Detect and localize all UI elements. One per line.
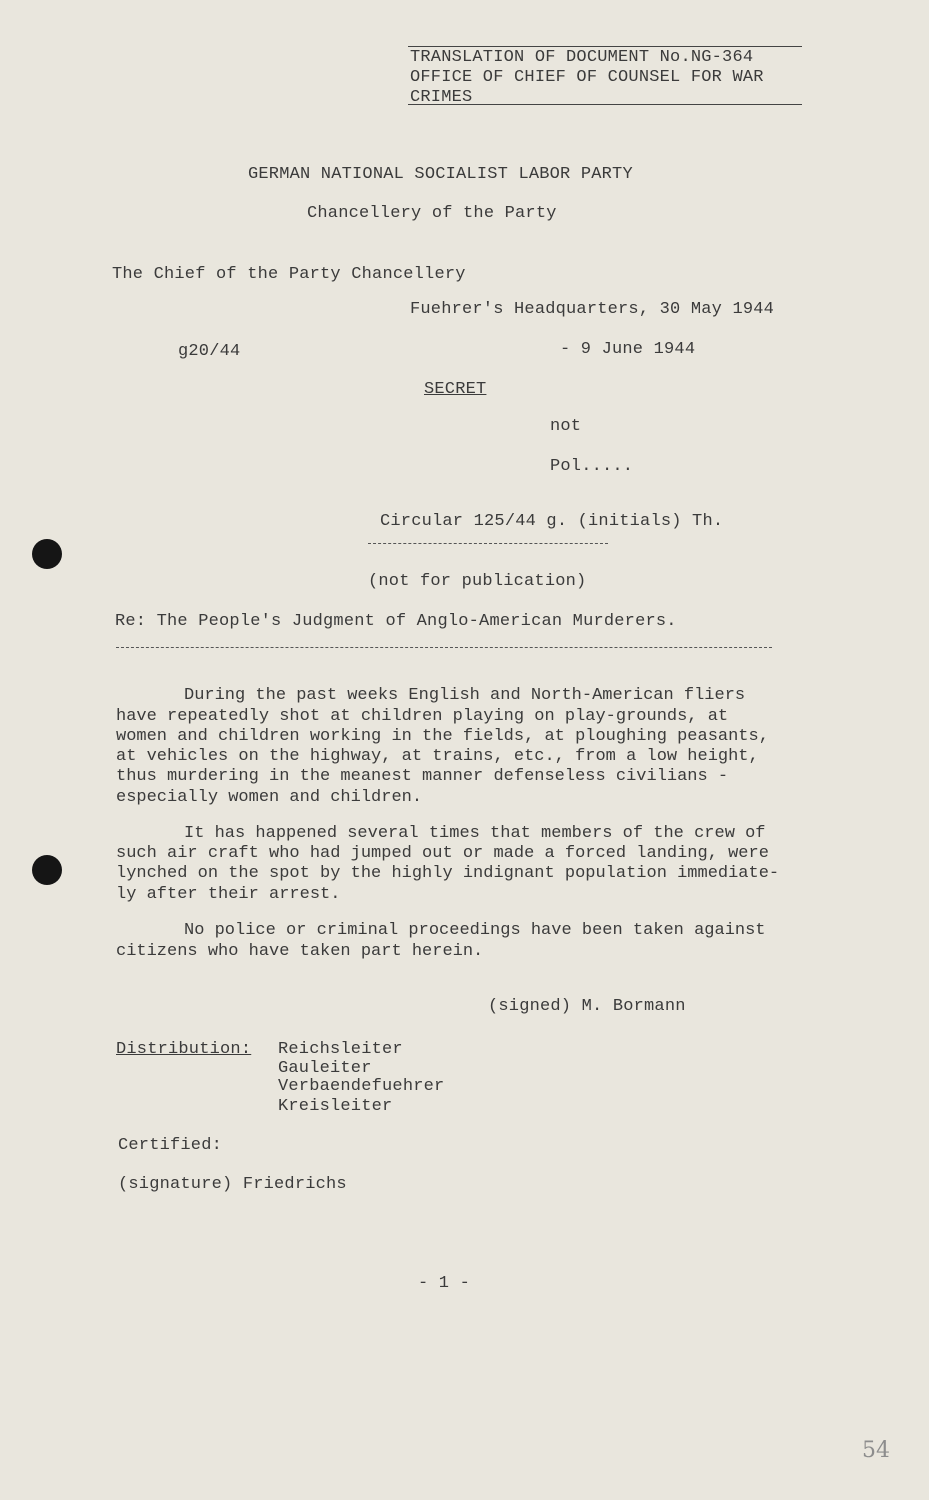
date-secondary: - 9 June 1944 [560, 340, 696, 359]
not-for-publication: (not for publication) [368, 572, 587, 591]
para1-line: at vehicles on the highway, at trains, etc., from a low height, [116, 747, 759, 766]
header-line-3: CRIMES [410, 88, 473, 107]
chancellery-title: Chancellery of the Party [307, 204, 557, 223]
subject-dashes [116, 647, 772, 648]
para1-line: women and children working in the fields, at ploughing peasants, [116, 727, 769, 746]
para2-line: lynched on the spot by the highly indignant population immediate- [116, 864, 780, 883]
chief-line: The Chief of the Party Chancellery [112, 265, 466, 284]
distribution-item: Kreisleiter [278, 1097, 393, 1116]
header-top-rule [408, 46, 802, 47]
header-bottom-rule [408, 104, 802, 105]
reference-number: g20/44 [178, 342, 241, 361]
header-line-1: TRANSLATION OF DOCUMENT No.NG-364 [410, 48, 754, 67]
place-date: Fuehrer's Headquarters, 30 May 1944 [410, 300, 775, 319]
para3-line: citizens who have taken part herein. [116, 942, 484, 961]
handwritten-page-number: 54 [862, 1438, 890, 1463]
certified-label: Certified: [118, 1136, 223, 1155]
header-line-2: OFFICE OF CHIEF OF COUNSEL FOR WAR [410, 68, 764, 87]
distribution-item: Reichsleiter [278, 1040, 403, 1059]
punch-hole-bottom [32, 855, 62, 885]
not-mark: not [550, 417, 582, 436]
para3-line: No police or criminal proceedings have been taken against [184, 921, 766, 940]
para2-line: ly after their arrest. [116, 885, 341, 904]
para1-line: have repeatedly shot at children playing on play-grounds, at [116, 707, 729, 726]
para2-line: It has happened several times that members of the crew of [184, 824, 766, 843]
punch-hole-top [32, 539, 62, 569]
para1-line: thus murdering in the meanest manner defenseless civilians - [116, 767, 729, 786]
para1-line: During the past weeks English and North-American fliers [184, 686, 746, 705]
subject-line: Re: The People's Judgment of Anglo-American Murderers. [115, 612, 677, 631]
signed-by: (signed) M. Bormann [488, 997, 686, 1016]
signature-line: (signature) Friedrichs [118, 1175, 347, 1194]
circular-line: Circular 125/44 g. (initials) Th. [380, 512, 724, 531]
pol-mark: Pol..... [550, 457, 634, 476]
distribution-item: Gauleiter [278, 1059, 372, 1078]
party-title: GERMAN NATIONAL SOCIALIST LABOR PARTY [248, 165, 633, 184]
secret-mark: SECRET [424, 380, 487, 399]
distribution-label: Distribution: [116, 1040, 252, 1059]
page-number: - 1 - [418, 1274, 471, 1293]
para1-line: especially women and children. [116, 788, 423, 807]
para2-line: such air craft who had jumped out or made a forced landing, were [116, 844, 769, 863]
circular-dashes [368, 543, 608, 544]
distribution-item: Verbaendefuehrer [278, 1077, 445, 1096]
